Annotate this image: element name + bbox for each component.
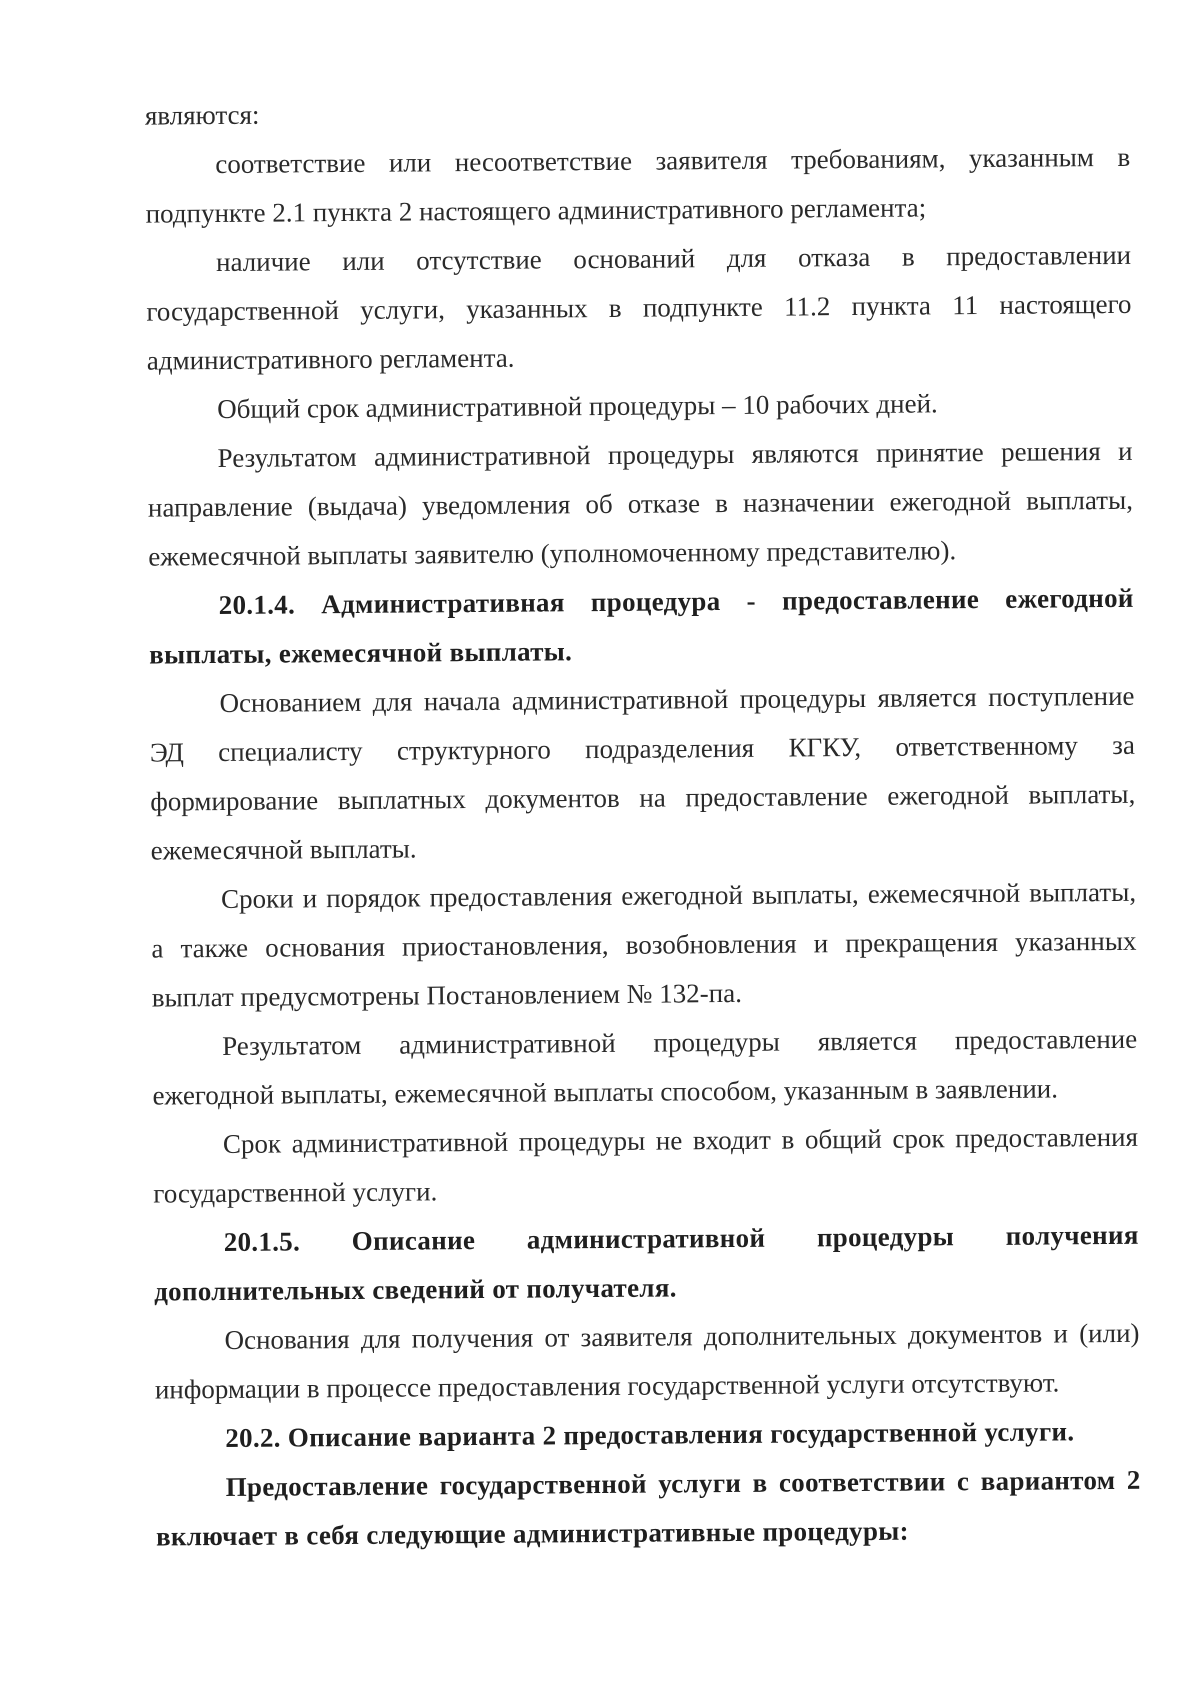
paragraph-variant-2-intro: Предоставление государственной услуги в соответствии с вариантом 2 включает в себя следующие административные процедуры:: [155, 1464, 1141, 1552]
paragraph-result-refusal: Результатом административной процедуры являются принятие решения и направление (выдача) уведомления об отказе в назначении ежегодной выплаты, ежемесячной выплаты заявителю (уполномоченному представителю).: [147, 435, 1134, 572]
document-body: [145, 84, 1142, 1562]
paragraph-additional-info: Основания для получения от заявителя дополнительных документов и (или) информации в процессе предоставления государственной услуги отсутствуют.: [154, 1317, 1140, 1405]
heading-20-1-4: 20.1.4. Административная процедура - предоставление ежегодной выплаты, ежемесячной выплаты.: [149, 582, 1134, 670]
paragraph-continuation: являются:: [144, 99, 260, 131]
heading-20-1-5: 20.1.5. Описание административной процедуры получения дополнительных сведений от получателя.: [154, 1219, 1139, 1307]
paragraph-total-term: Общий срок административной процедуры – 10 рабочих дней.: [217, 388, 938, 425]
paragraph-refusal-grounds: наличие или отсутствие оснований для отказа в предоставлении государственной услуги, указанных в подпункте 11.2 пункта 11 настоящего административного регламента.: [146, 239, 1132, 376]
paragraph-procedure-term: Срок административной процедуры не входит в общий срок предоставления государственной услуги.: [153, 1121, 1139, 1209]
paragraph-terms-order: Сроки и порядок предоставления ежегодной выплаты, ежемесячной выплаты, а также основания приостановления, возобновления и прекращения указанных выплат предусмотрены Постановлением № 132-па.: [151, 876, 1137, 1013]
paragraph-result-payment: Результатом административной процедуры является предоставление ежегодной выплаты, ежемесячной выплаты способом, указанным в заявлении.: [152, 1023, 1138, 1111]
paragraph-requirements: соответствие или несоответствие заявителя требованиям, указанным в подпункте 2.1 пункта 2 настоящего административного регламента;: [145, 141, 1131, 229]
heading-20-2: 20.2. Описание варианта 2 предоставления государственной услуги.: [225, 1416, 1075, 1453]
paragraph-grounds-start: Основанием для начала административной процедуры является поступление ЭД специалисту структурного подразделения КГКУ, ответственному за формирование выплатных документов на предоставление ежегодной выплаты, ежемесячной выплаты.: [149, 680, 1136, 866]
